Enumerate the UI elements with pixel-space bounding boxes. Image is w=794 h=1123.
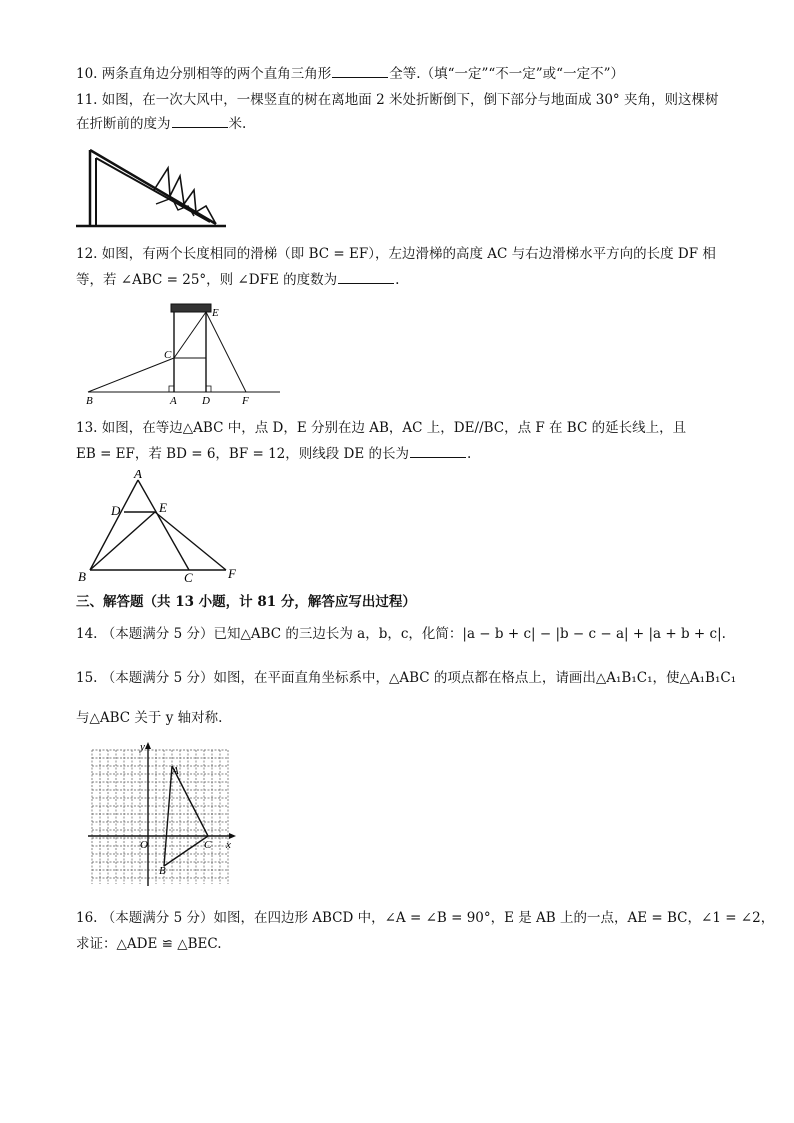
question-text: 如图，在等边△ABC 中，点 D，E 分别在边 AB，AC 上，DE//BC，点 F 在 BC 的延长线上，且 bbox=[101, 420, 687, 436]
question-12-line-1 bbox=[76, 244, 716, 264]
brace bbox=[174, 312, 206, 358]
segment-AC bbox=[138, 480, 189, 570]
label-C: C bbox=[184, 570, 193, 584]
label-E: E bbox=[212, 307, 219, 319]
label-y: y bbox=[140, 741, 145, 753]
question-text: 全等.（填“一定”“不一定”或“一定不”） bbox=[389, 66, 624, 82]
question-number: 14. bbox=[76, 626, 98, 642]
question-13-line-2 bbox=[76, 444, 471, 464]
label-E: E bbox=[159, 500, 167, 515]
label-B: B bbox=[86, 395, 93, 406]
question-number: 13. bbox=[76, 420, 98, 436]
triangle-figure bbox=[76, 470, 246, 584]
segment-CB bbox=[164, 836, 208, 866]
question-text: . bbox=[467, 446, 472, 462]
question-number: 15. bbox=[76, 670, 98, 686]
section-title: 三、解答题（共 13 小题，计 81 分，解答应写出过程） bbox=[76, 594, 416, 610]
question-text: （本题满分 5 分）已知△ABC 的三边长为 a，b，c，化简：|a − b + c| − |b − c − a| + |a + b + c|. bbox=[101, 626, 726, 642]
label-B: B bbox=[78, 569, 86, 584]
question-text: . bbox=[395, 272, 400, 288]
label-A: A bbox=[172, 765, 179, 777]
question-11-line-2 bbox=[76, 114, 246, 134]
label-B: B bbox=[159, 865, 166, 877]
label-C: C bbox=[204, 839, 212, 851]
question-text: 如图，有两个长度相同的滑梯（即 BC = EF），左边滑梯的高度 AC 与右边滑梯水平方向的长度 DF 相 bbox=[101, 246, 716, 262]
question-text: 米. bbox=[228, 116, 247, 132]
question-text: 求证：△ADE ≌ △BEC. bbox=[76, 936, 222, 952]
answer-blank[interactable] bbox=[172, 114, 228, 128]
label-F: F bbox=[228, 566, 236, 581]
question-15-line-1 bbox=[76, 668, 736, 688]
segment-AB bbox=[90, 480, 138, 570]
question-text: 两条直角边分别相等的两个直角三角形 bbox=[101, 66, 332, 82]
question-10 bbox=[76, 64, 624, 84]
fallen-part bbox=[96, 158, 210, 222]
right-angle-mark bbox=[206, 386, 211, 392]
question-16-line-2 bbox=[76, 934, 222, 954]
question-number: 16. bbox=[76, 910, 98, 926]
segment-EF bbox=[155, 512, 226, 570]
question-15-line-2 bbox=[76, 708, 222, 728]
question-text: EB = EF，若 BD = 6，BF = 12，则线段 DE 的长为 bbox=[76, 446, 410, 462]
label-D: D bbox=[111, 503, 121, 518]
coordinate-grid-figure bbox=[84, 740, 240, 890]
broken-tree-figure bbox=[76, 146, 226, 232]
question-number: 11. bbox=[76, 92, 98, 108]
slide-BC bbox=[88, 358, 174, 392]
y-axis-arrow bbox=[145, 742, 151, 749]
answer-blank[interactable] bbox=[410, 444, 466, 458]
question-14 bbox=[76, 624, 726, 644]
question-16-line-1 bbox=[76, 908, 774, 928]
label-A: A bbox=[134, 470, 142, 481]
question-text: 与△ABC 关于 y 轴对称. bbox=[76, 710, 223, 726]
label-x: x bbox=[226, 839, 231, 851]
segment-BA bbox=[164, 766, 172, 866]
right-angle-mark bbox=[169, 386, 174, 392]
answer-blank[interactable] bbox=[332, 64, 388, 78]
question-number: 10. bbox=[76, 66, 98, 82]
question-text: 等，若 ∠ABC = 25°，则 ∠DFE 的度数为 bbox=[76, 272, 338, 288]
segment-EB bbox=[90, 512, 155, 570]
fallen-part bbox=[90, 150, 216, 224]
question-text: （本题满分 5 分）如图，在四边形 ABCD 中，∠A = ∠B = 90°，E 是 AB 上的一点，AE = BC，∠1 = ∠2， bbox=[101, 910, 775, 926]
answer-blank[interactable] bbox=[338, 270, 394, 284]
label-F: F bbox=[242, 395, 249, 406]
label-C: C bbox=[164, 349, 172, 361]
slides-figure bbox=[84, 300, 284, 406]
question-number: 12. bbox=[76, 246, 98, 262]
question-13-line-1 bbox=[76, 418, 686, 438]
question-text: 在折断前的度为 bbox=[76, 116, 171, 132]
question-12-line-2 bbox=[76, 270, 399, 290]
platform bbox=[171, 304, 211, 312]
question-11-line-1 bbox=[76, 90, 718, 110]
question-text: （本题满分 5 分）如图，在平面直角坐标系中，△ABC 的项点都在格点上，请画出△A₁B₁C₁，使△A₁B₁C₁ bbox=[101, 670, 737, 686]
grid-lines bbox=[92, 750, 228, 884]
label-D: D bbox=[202, 395, 210, 406]
label-A: A bbox=[170, 395, 177, 406]
label-O: O bbox=[140, 839, 148, 851]
slide-EF bbox=[206, 312, 246, 392]
question-text: 如图，在一次大风中，一棵竖直的树在离地面 2 米处折断倒下，倒下部分与地面成 30° 夹角，则这棵树 bbox=[101, 92, 719, 108]
